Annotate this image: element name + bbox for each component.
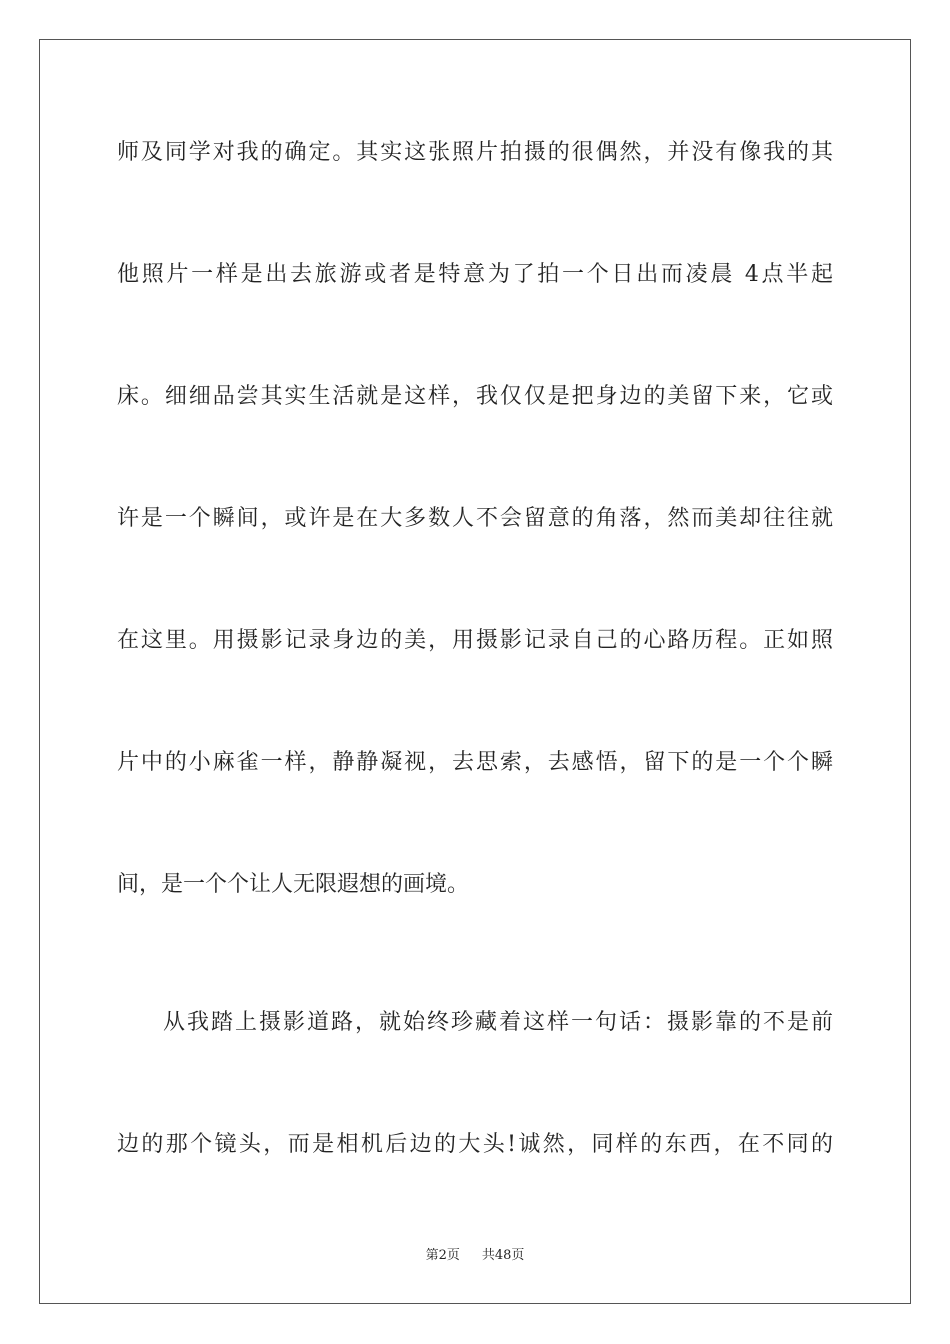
body-line-9: 边的那个镜头，而是相机后边的大头!诚然，同样的东西，在不同的 <box>117 1132 833 1157</box>
body-line-3: 床。细细品尝其实生活就是这样，我仅仅是把身边的美留下来，它或 <box>117 384 833 409</box>
page-frame <box>39 39 911 1304</box>
body-line-6: 片中的小麻雀一样，静静凝视，去思索，去感悟，留下的是一个个瞬 <box>117 750 833 775</box>
body-line-5: 在这里。用摄影记录身边的美，用摄影记录自己的心路历程。正如照 <box>117 628 833 653</box>
body-line-8: 从我踏上摄影道路，就始终珍藏着这样一句话：摄影靠的不是前 <box>163 1010 833 1035</box>
page-number: 第2页 <box>425 1248 460 1263</box>
body-line-2: 他照片一样是出去旅游或者是特意为了拍一个日出而凌晨 4点半起 <box>117 262 833 287</box>
body-line-1: 师及同学对我的确定。其实这张照片拍摄的很偶然，并没有像我的其 <box>117 140 833 165</box>
page-total: 共48页 <box>481 1248 525 1263</box>
body-line-4: 许是一个瞬间，或许是在大多数人不会留意的角落，然而美却往往就 <box>117 506 833 531</box>
page-footer <box>0 1247 950 1265</box>
body-line-7: 间，是一个个让人无限遐想的画境。 <box>117 872 470 897</box>
